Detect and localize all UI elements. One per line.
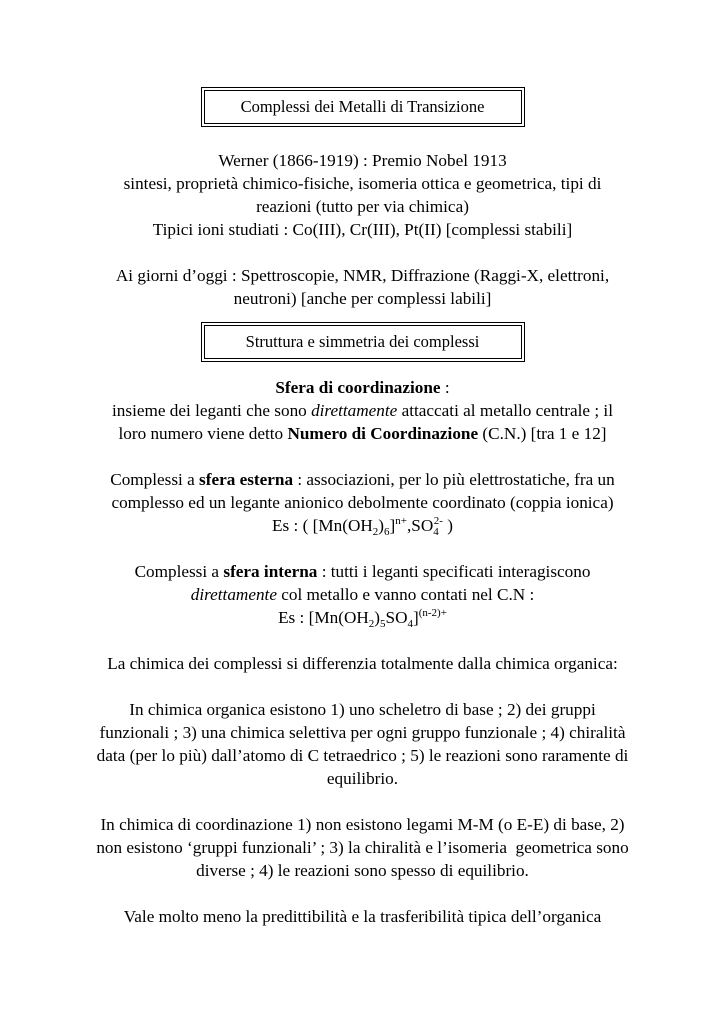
interna-line-2 <box>60 583 665 606</box>
sfera-line-3-bold: Numero di Coordinazione <box>287 424 479 443</box>
coordinazione-line-1: In chimica di coordinazione 1) non esistono legami M-M (o E-E) di base, 2) <box>100 815 625 834</box>
formula-subscript: 6 <box>384 526 390 538</box>
formula-subscript: 5 <box>380 618 386 630</box>
esterna-line-1-bold: sfera esterna <box>199 470 294 489</box>
formula-part: Es : ( [Mn(OH <box>272 516 373 535</box>
coordinazione-line-3: diverse ; 4) le reazioni sono spesso di equilibrio. <box>196 861 529 880</box>
formula-part: Es : [Mn(OH <box>278 608 369 627</box>
formula-part: ) <box>378 516 385 535</box>
sfera-line-2-a: insieme dei leganti che sono <box>112 401 312 420</box>
sfera-heading <box>60 376 665 399</box>
sfera-esterna-paragraph <box>60 468 665 537</box>
formula-subscript: 4 <box>433 526 439 538</box>
esterna-line-2: complesso ed un legante anionico debolmente coordinato (coppia ionica) <box>111 493 614 512</box>
title-box-2 <box>201 322 525 362</box>
sfera-line-3-a: loro numero viene detto <box>118 424 288 443</box>
sfera-paragraph <box>60 376 665 445</box>
formula-superscript: (n-2)+ <box>418 607 447 619</box>
interna-line-1-a: Complessi a <box>134 562 224 581</box>
esterna-example-formula <box>60 514 665 537</box>
coordinazione-line-2: non esistono ‘gruppi funzionali’ ; 3) la chiralità e l’isomeria geometrica sono <box>96 838 629 857</box>
sfera-line-3-b: (C.N.) [tra 1 e 12] <box>478 424 607 443</box>
conclusione-statement: Vale molto meno la predittibilità e la trasferibilità tipica dell’organica <box>123 907 602 926</box>
formula-superscript: n+ <box>395 515 407 527</box>
werner-line-2: sintesi, proprietà chimico-fisiche, isomeria ottica e geometrica, tipi di <box>123 174 602 193</box>
formula-subscript: 2 <box>372 526 379 538</box>
differenza-statement: La chimica dei complessi si differenzia totalmente dalla chimica organica: <box>107 654 618 673</box>
title-box-2-label: Struttura e simmetria dei complessi <box>204 325 522 359</box>
interna-line-1-b: : tutti i leganti specificati interagiscono <box>317 562 591 581</box>
formula-part: ) <box>374 608 381 627</box>
coordinazione-paragraph <box>60 813 665 882</box>
sfera-line-2 <box>60 399 665 422</box>
formula-superscript: 2- <box>433 515 443 527</box>
title-box-1-label: Complessi dei Metalli di Transizione <box>204 90 522 124</box>
organica-line-2: funzionali ; 3) una chimica selettiva per ogni gruppo funzionale ; 4) chiralità <box>99 723 626 742</box>
document-page <box>60 0 665 928</box>
interna-line-1-bold: sfera interna <box>223 562 318 581</box>
formula-part: ) <box>442 516 453 535</box>
formula-part: ,SO <box>406 516 434 535</box>
title-box-1 <box>201 87 525 127</box>
formula-part: ] <box>413 608 419 627</box>
esterna-line-1-b: : associazioni, per lo più elettrostatiche, fra un <box>293 470 615 489</box>
formula-part: ] <box>389 516 396 535</box>
formula-subscript: 4 <box>407 618 413 630</box>
organica-line-1: In chimica organica esistono 1) uno scheletro di base ; 2) dei gruppi <box>129 700 596 719</box>
interna-example-formula <box>60 606 665 629</box>
organica-paragraph <box>60 698 665 790</box>
sfera-interna-paragraph <box>60 560 665 629</box>
oggi-line-1: Ai giorni d’oggi : Spettroscopie, NMR, Diffrazione (Raggi-X, elettroni, <box>115 266 610 285</box>
formula-subscript: 2 <box>368 618 375 630</box>
werner-paragraph <box>60 149 665 241</box>
sfera-line-2-b: attaccati al metallo centrale ; il <box>397 401 613 420</box>
formula-part: SO <box>385 608 408 627</box>
organica-line-3: data (per lo più) dall’atomo di C tetraedrico ; 5) le reazioni sono raramente di <box>96 746 629 765</box>
sfera-line-2-italic: direttamente <box>311 401 398 420</box>
sfera-heading-suffix: : <box>440 378 450 397</box>
interna-line-1 <box>60 560 665 583</box>
esterna-line-1-a: Complessi a <box>110 470 200 489</box>
werner-line-4: Tipici ioni studiati : Co(III), Cr(III), Pt(II) [complessi stabili] <box>152 220 573 239</box>
interna-line-2-italic: direttamente <box>190 585 277 604</box>
sfera-line-3 <box>60 422 665 445</box>
oggi-paragraph <box>60 264 665 310</box>
esterna-line-1 <box>60 468 665 491</box>
oggi-line-2: neutroni) [anche per complessi labili] <box>233 289 492 308</box>
werner-line-3: reazioni (tutto per via chimica) <box>256 197 469 216</box>
werner-line-1: Werner (1866-1919) : Premio Nobel 1913 <box>218 151 507 170</box>
organica-line-4: equilibrio. <box>326 769 399 788</box>
interna-line-2-b: col metallo e vanno contati nel C.N : <box>276 585 535 604</box>
sfera-heading-bold: Sfera di coordinazione <box>275 378 441 397</box>
